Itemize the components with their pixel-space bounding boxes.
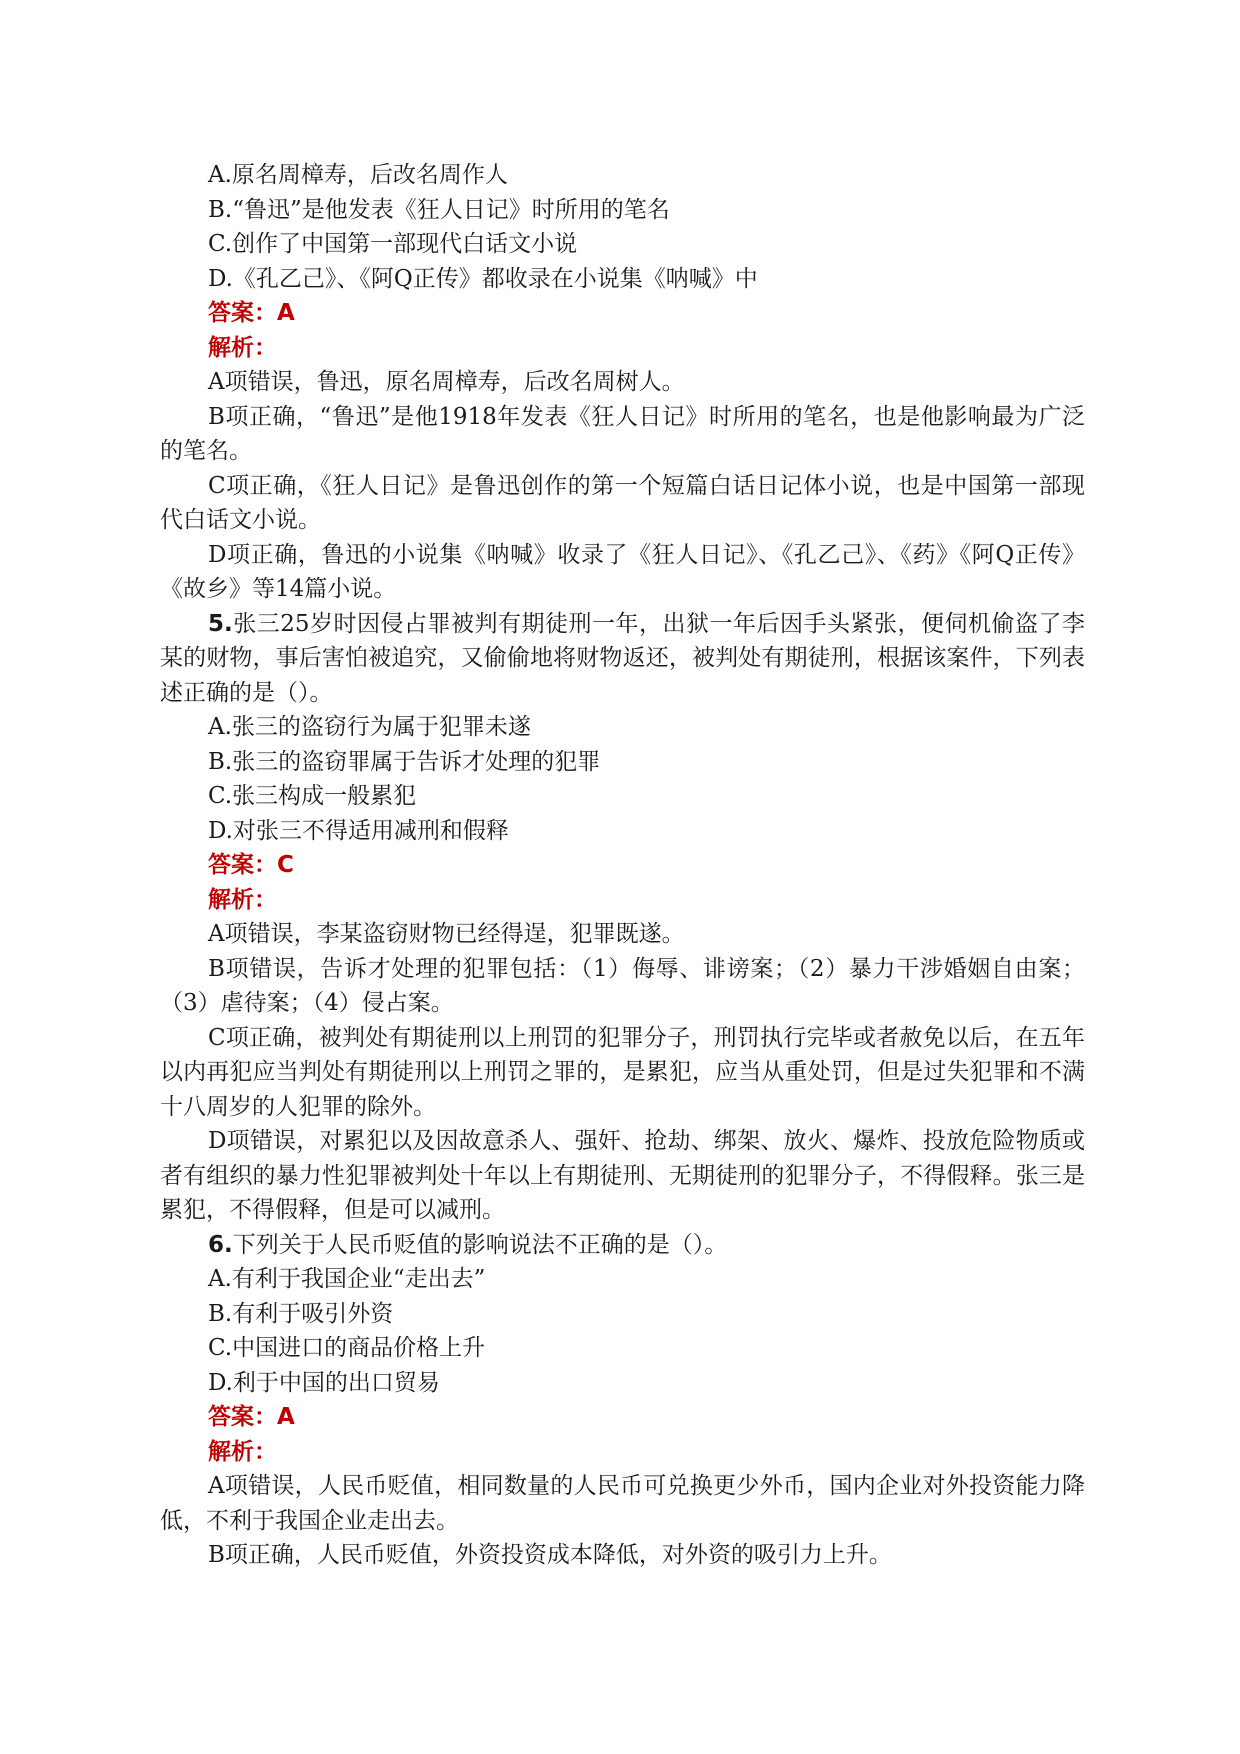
q6-option-c: C.中国进口的商品价格上升 (208, 1335, 486, 1361)
q5-stem-paragraph (160, 607, 1085, 711)
q4-option-c: C.创作了中国第一部现代白话文小说 (208, 231, 578, 257)
question-4-block (160, 158, 1085, 607)
q4-analysis-a: A项错误，鲁迅，原名周樟寿，后改名周树人。 (208, 369, 685, 395)
q5-analysis-c: C项正确，被判处有期徒刑以上刑罚的犯罪分子，刑罚执行完毕或者赦免以后，在五年以内再犯应当判处有期徒刑以上刑罚之罪的，是累犯，应当从重处罚，但是过失犯罪和不满十八周岁的人犯罪的除外。 (160, 1024, 1085, 1120)
q4-option-a: A.原名周樟寿，后改名周作人 (208, 162, 508, 188)
q5-stem: 张三25岁时因侵占罪被判有期徒刑一年，出狱一年后因手头紧张，便伺机偷盗了李某的财物，事后害怕被追究，又偷偷地将财物返还，被判处有期徒刑，根据该案件，下列表述正确的是（）。 (160, 610, 1085, 706)
q6-option-a: A.有利于我国企业“走出去” (208, 1266, 486, 1292)
q6-answer: 答案：A (208, 1404, 295, 1430)
q6-analysis-b: B项正确，人民币贬值，外资投资成本降低，对外资的吸引力上升。 (208, 1542, 892, 1568)
q6-analysis-label: 解析： (208, 1438, 277, 1465)
q5-analysis-a: A项错误，李某盗窃财物已经得逞，犯罪既遂。 (208, 921, 685, 947)
q6-option-b: B.有利于吸引外资 (208, 1300, 394, 1327)
q6-option-d: D.利于中国的出口贸易 (208, 1369, 440, 1396)
question-5-block (160, 607, 1085, 1228)
q4-option-b: B.“鲁迅”是他发表《狂人日记》时所用的笔名 (208, 196, 670, 223)
q6-stem: 下列关于人民币贬值的影响说法不正确的是（）。 (232, 1231, 728, 1258)
q5-analysis-d: D项错误，对累犯以及因故意杀人、强奸、抢劫、绑架、放火、爆炸、投放危险物质或者有组织的暴力性犯罪被判处十年以上有期徒刑、无期徒刑的犯罪分子，不得假释。张三是累犯，不得假释，但是可以减刑。 (160, 1128, 1085, 1223)
q4-option-d: D.《孔乙己》、《阿Q正传》都收录在小说集《呐喊》中 (208, 265, 758, 292)
q5-option-b: B.张三的盗窃罪属于告诉才处理的犯罪 (208, 748, 601, 775)
q5-answer: 答案：C (208, 852, 294, 878)
q5-analysis-label: 解析： (208, 886, 277, 913)
q4-analysis-c: C项正确，《狂人日记》是鲁迅创作的第一个短篇白话日记体小说，也是中国第一部现代白话文小说。 (160, 472, 1085, 533)
q4-answer: 答案：A (208, 300, 295, 326)
q5-option-d: D.对张三不得适用减刑和假释 (208, 817, 509, 844)
q5-option-c: C.张三构成一般累犯 (208, 783, 417, 809)
q6-analysis-a: A项错误，人民币贬值，相同数量的人民币可兑换更少外币，国内企业对外投资能力降低，不利于我国企业走出去。 (160, 1473, 1085, 1534)
q5-analysis-b: B项错误，告诉才处理的犯罪包括：（1）侮辱、诽谤案；（2）暴力干涉婚姻自由案；（3）虐待案；（4）侵占案。 (160, 955, 1085, 1016)
q4-analysis-d: D项正确，鲁迅的小说集《呐喊》收录了《狂人日记》、《孔乙己》、《药》《阿Q正传》《故乡》等14篇小说。 (160, 541, 1085, 602)
question-6-block (160, 1228, 1085, 1573)
q5-option-a: A.张三的盗窃行为属于犯罪未遂 (208, 714, 531, 740)
q5-number: 5. (208, 610, 233, 637)
q4-analysis-label: 解析： (208, 334, 277, 361)
document-page (160, 158, 1085, 1573)
q4-analysis-b: B项正确，“鲁迅”是他1918年发表《狂人日记》时所用的笔名，也是他影响最为广泛的笔名。 (160, 403, 1085, 464)
q6-stem-paragraph (160, 1228, 1085, 1263)
q6-number: 6. (208, 1231, 233, 1258)
